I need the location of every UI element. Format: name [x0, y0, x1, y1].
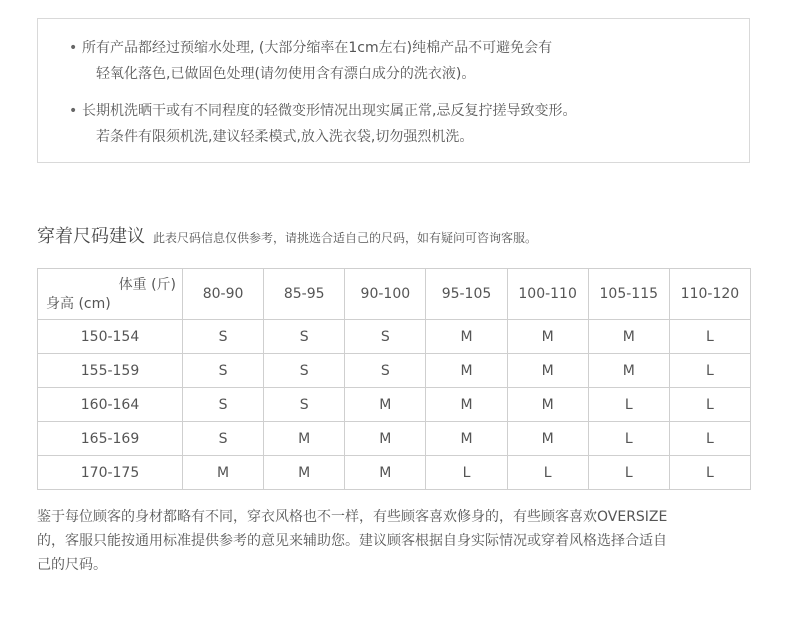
- size-cell: L: [588, 388, 669, 422]
- sizing-note: [37, 505, 757, 577]
- height-cell: 150-154: [38, 320, 183, 354]
- table-row: [38, 354, 751, 388]
- section-subtitle: 此表尺码信息仅供参考，请挑选合适自己的尺码，如有疑问可咨询客服。: [153, 231, 538, 245]
- size-cell: M: [426, 388, 507, 422]
- note-line: 己的尺码。: [37, 557, 107, 573]
- size-cell: S: [183, 388, 264, 422]
- table-row: [38, 320, 751, 354]
- care-item-text: 长期机洗晒干或有不同程度的轻微变形情况出现实属正常,忌反复拧搓导致变形。: [82, 103, 577, 119]
- weight-column-header: 80-90: [183, 269, 264, 320]
- size-cell: M: [183, 456, 264, 490]
- weight-column-header: 100-110: [507, 269, 588, 320]
- size-cell: L: [669, 354, 750, 388]
- size-cell: L: [669, 422, 750, 456]
- size-cell: M: [507, 422, 588, 456]
- size-cell: L: [669, 388, 750, 422]
- note-line: 鉴于每位顾客的身材都略有不同，穿衣风格也不一样，有些顾客喜欢修身的，有些顾客喜欢OVERSIZE: [37, 509, 668, 525]
- section-title: 穿着尺码建议: [37, 226, 145, 247]
- size-cell: M: [345, 422, 426, 456]
- care-item-text: 所有产品都经过预缩水处理, (大部分缩率在1cm左右)纯棉产品不可避免会有: [82, 40, 553, 56]
- height-cell: 155-159: [38, 354, 183, 388]
- note-line: 的，客服只能按通用标准提供参考的意见来辅助您。建议顾客根据自身实际情况或穿着风格选择合适自: [37, 533, 667, 549]
- weight-axis-label: 体重 (斤): [118, 277, 176, 293]
- care-instructions-box: [37, 18, 750, 163]
- size-cell: S: [264, 354, 345, 388]
- size-cell: L: [588, 422, 669, 456]
- size-cell: M: [426, 354, 507, 388]
- size-cell: S: [345, 320, 426, 354]
- height-cell: 160-164: [38, 388, 183, 422]
- size-section-header: [37, 222, 537, 248]
- size-cell: M: [345, 388, 426, 422]
- size-cell: S: [345, 354, 426, 388]
- size-cell: S: [183, 422, 264, 456]
- size-cell: M: [426, 422, 507, 456]
- size-cell: M: [507, 354, 588, 388]
- size-cell: L: [426, 456, 507, 490]
- size-cell: M: [588, 354, 669, 388]
- height-axis-label: 身高 (cm): [46, 296, 111, 312]
- table-corner-cell: [38, 269, 183, 320]
- weight-column-header: 110-120: [669, 269, 750, 320]
- table-row: [38, 456, 751, 490]
- size-cell: S: [264, 320, 345, 354]
- table-row: [38, 388, 751, 422]
- care-item-text: 轻氧化落色,已做固色处理(请勿使用含有漂白成分的洗衣液)。: [96, 66, 476, 82]
- size-cell: M: [588, 320, 669, 354]
- height-cell: 170-175: [38, 456, 183, 490]
- bullet-icon: •: [69, 103, 78, 119]
- care-item-preshrunk: [69, 35, 722, 87]
- size-cell: S: [264, 388, 345, 422]
- size-cell: S: [183, 320, 264, 354]
- size-chart-table: [37, 268, 751, 490]
- weight-column-header: 95-105: [426, 269, 507, 320]
- table-header-row: [38, 269, 751, 320]
- care-item-washing: [69, 98, 722, 150]
- size-cell: M: [426, 320, 507, 354]
- size-cell: M: [345, 456, 426, 490]
- size-cell: S: [183, 354, 264, 388]
- size-cell: M: [264, 456, 345, 490]
- care-item-text: 若条件有限须机洗,建议轻柔模式,放入洗衣袋,切勿强烈机洗。: [96, 129, 474, 145]
- size-cell: L: [507, 456, 588, 490]
- size-cell: M: [507, 320, 588, 354]
- size-cell: L: [588, 456, 669, 490]
- size-cell: L: [669, 320, 750, 354]
- size-cell: L: [669, 456, 750, 490]
- weight-column-header: 85-95: [264, 269, 345, 320]
- height-cell: 165-169: [38, 422, 183, 456]
- size-cell: M: [264, 422, 345, 456]
- size-cell: M: [507, 388, 588, 422]
- table-row: [38, 422, 751, 456]
- bullet-icon: •: [69, 40, 78, 56]
- weight-column-header: 90-100: [345, 269, 426, 320]
- weight-column-header: 105-115: [588, 269, 669, 320]
